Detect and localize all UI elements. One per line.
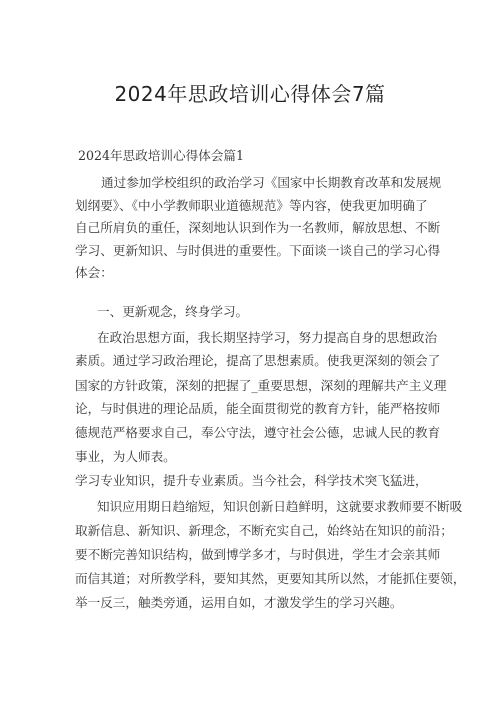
- subheading: 一、更新观念，终身学习。: [97, 304, 249, 319]
- paragraph-line: 划纲要》、《中小学教师职业道德规范》等内容，使我更加明确了: [75, 198, 428, 213]
- paragraph-line: 德规范严格要求自己，奉公守法，遵守社会公德，忠诚人民的教育: [75, 425, 441, 440]
- paragraph-line: 论，与时俱进的理论品质，能全面贯彻党的教育方针，能严格按师: [75, 401, 441, 416]
- paragraph-line: 取新信息、新知识、新理念，不断充实自己，始终站在知识的前沿；: [75, 523, 453, 538]
- section-heading: 2024年思政培训心得体会篇1: [78, 148, 245, 163]
- paragraph-line: 知识应用期日趋缩短，知识创新日趋鲜明，这就要求教师要不断吸: [97, 499, 463, 514]
- paragraph-line: 素质。通过学习政治理论，提高了思想素质。使我更深刻的领会了: [75, 353, 441, 368]
- paragraph-line: 举一反三，触类旁通，运用自如，才激发学生的学习兴趣。: [75, 595, 403, 610]
- paragraph-line: 而信其道；对所教学科，要知其然，更要知其所以然，才能抓住要领，: [75, 571, 466, 586]
- paragraph-line: 通过参加学校组织的政治学习《国家中长期教育改革和发展规: [101, 175, 442, 190]
- document-title: 2024年思政培训心得体会7篇: [114, 82, 386, 106]
- paragraph-line: 要不断完善知识结构，做到博学多才，与时俱进，学生才会亲其师: [75, 547, 441, 562]
- paragraph-line: 在政治思想方面，我长期坚持学习，努力提高自身的思想政治: [97, 330, 438, 345]
- paragraph-line: 国家的方针政策，深刻的把握了_重要思想，深刻的理解共产主义理: [75, 378, 447, 393]
- paragraph-line: 自己所肩负的重任，深刻地认识到作为一名教师，解放思想、不断: [75, 220, 441, 235]
- paragraph-line: 事业，为人师表。: [75, 449, 176, 464]
- paragraph-line: 体会：: [75, 265, 113, 280]
- paragraph-line: 学习、更新知识、与时俱进的重要性。下面谈一谈自己的学习心得: [75, 243, 441, 258]
- paragraph-line: 学习专业知识，提升专业素质。当今社会，科学技术突飞猛进，: [75, 473, 428, 488]
